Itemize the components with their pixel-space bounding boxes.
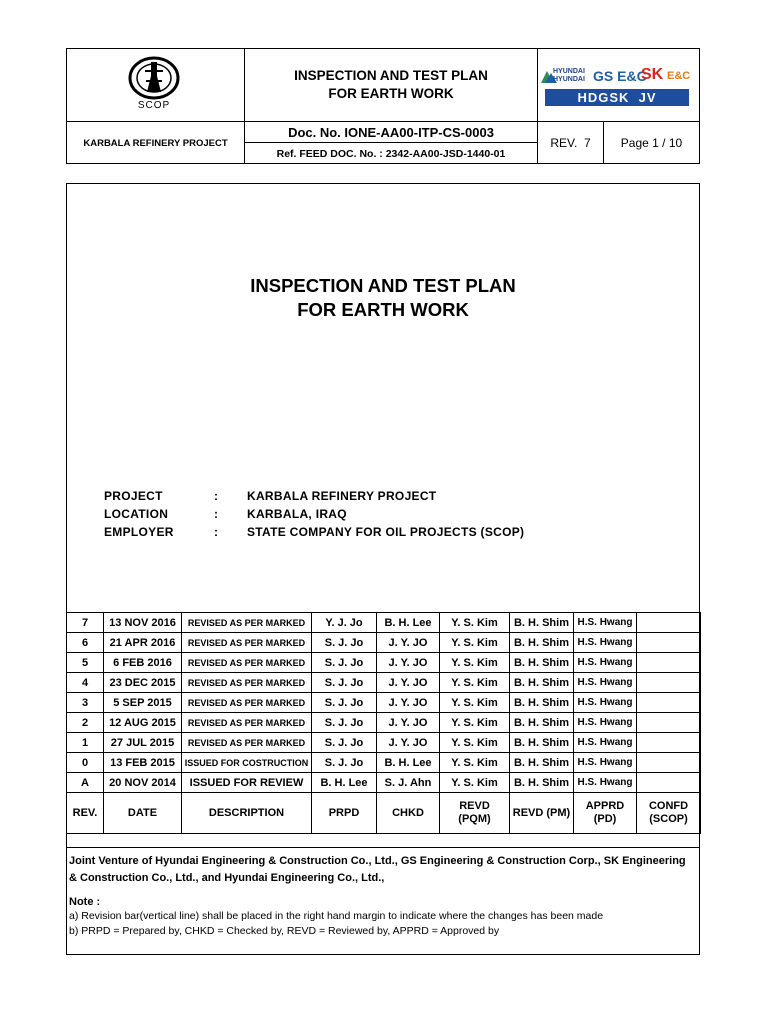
revision-row xyxy=(67,653,701,673)
reviewed-by-pqm-cell: Y. S. Kim xyxy=(440,653,510,673)
info-value: KARBALA REFINERY PROJECT xyxy=(247,489,437,503)
date-cell: 23 DEC 2015 xyxy=(104,673,182,693)
hyundai-logo-1: HYUNDAI xyxy=(553,68,585,75)
ref-feed-doc-number: Ref. FEED DOC. No. : 2342-AA00-JSD-1440-01 xyxy=(276,147,506,160)
header-apprd: APPRD (PD) xyxy=(574,793,637,834)
prepared-by-cell: S. J. Jo xyxy=(312,653,377,673)
description-cell: REVISED AS PER MARKED xyxy=(182,713,312,733)
info-label: PROJECT xyxy=(104,489,163,503)
prepared-by-cell: S. J. Jo xyxy=(312,733,377,753)
info-label: LOCATION xyxy=(104,507,169,521)
reviewed-by-pm-cell: B. H. Shim xyxy=(510,733,574,753)
description-cell: REVISED AS PER MARKED xyxy=(182,633,312,653)
info-sep: : xyxy=(214,525,219,539)
reviewed-by-pm-cell: B. H. Shim xyxy=(510,653,574,673)
rev-cell: 0 xyxy=(67,753,104,773)
reviewed-by-pqm-cell: Y. S. Kim xyxy=(440,613,510,633)
confirmed-by-cell xyxy=(637,713,701,733)
hyundai-logo-2: HYUNDAI xyxy=(553,76,585,83)
footer-divider xyxy=(66,847,700,848)
sk-ec-logo: E&C xyxy=(667,70,691,82)
header-confd: CONFD (SCOP) xyxy=(637,793,701,834)
reviewed-by-pm-cell: B. H. Shim xyxy=(510,693,574,713)
revision-label: REV. 7 xyxy=(550,136,591,150)
header-title-line1: INSPECTION AND TEST PLAN xyxy=(294,68,488,83)
checked-by-cell: J. Y. JO xyxy=(377,673,440,693)
reviewed-by-pm-cell: B. H. Shim xyxy=(510,633,574,653)
revision-row xyxy=(67,773,701,793)
jv-statement: Joint Venture of Hyundai Engineering & Construction Co., Ltd., GS Engineering & Construction Corp., SK Engineering & Construction Co., Ltd., and Hyundai Engineering Co., Ltd., xyxy=(69,855,686,884)
reviewed-by-pqm-cell: Y. S. Kim xyxy=(440,633,510,653)
date-cell: 12 AUG 2015 xyxy=(104,713,182,733)
prepared-by-cell: S. J. Jo xyxy=(312,693,377,713)
confirmed-by-cell xyxy=(637,733,701,753)
confirmed-by-cell xyxy=(637,633,701,653)
approved-by-cell: H.S. Hwang xyxy=(574,713,637,733)
reviewed-by-pqm-cell: Y. S. Kim xyxy=(440,673,510,693)
reviewed-by-pm-cell: B. H. Shim xyxy=(510,673,574,693)
checked-by-cell: S. J. Ahn xyxy=(377,773,440,793)
prepared-by-cell: S. J. Jo xyxy=(312,753,377,773)
sk-logo: SK xyxy=(641,66,664,83)
checked-by-cell: B. H. Lee xyxy=(377,753,440,773)
checked-by-cell: J. Y. JO xyxy=(377,733,440,753)
prepared-by-cell: S. J. Jo xyxy=(312,633,377,653)
confirmed-by-cell xyxy=(637,613,701,633)
header-revd-pqm: REVD (PQM) xyxy=(440,793,510,834)
approved-by-cell: H.S. Hwang xyxy=(574,673,637,693)
rev-cell: 7 xyxy=(67,613,104,633)
date-cell: 5 SEP 2015 xyxy=(104,693,182,713)
rev-cell: 3 xyxy=(67,693,104,713)
reviewed-by-pm-cell: B. H. Shim xyxy=(510,753,574,773)
approved-by-cell: H.S. Hwang xyxy=(574,733,637,753)
approved-by-cell: H.S. Hwang xyxy=(574,753,637,773)
description-cell: REVISED AS PER MARKED xyxy=(182,693,312,713)
reviewed-by-pqm-cell: Y. S. Kim xyxy=(440,693,510,713)
info-value: STATE COMPANY FOR OIL PROJECTS (SCOP) xyxy=(247,525,525,539)
reviewed-by-pqm-cell: Y. S. Kim xyxy=(440,773,510,793)
approved-by-cell: H.S. Hwang xyxy=(574,633,637,653)
scop-logo-text: SCOP xyxy=(137,100,171,111)
revision-table-header xyxy=(67,793,701,834)
revision-row xyxy=(67,713,701,733)
cover-title-line1: INSPECTION AND TEST PLAN xyxy=(250,275,516,296)
doc-number: Doc. No. IONE-AA00-ITP-CS-0003 xyxy=(288,124,494,140)
description-cell: ISSUED FOR COSTRUCTION xyxy=(182,753,312,773)
confirmed-by-cell xyxy=(637,673,701,693)
date-cell: 13 NOV 2016 xyxy=(104,613,182,633)
header-chkd: CHKD xyxy=(377,793,440,834)
rev-cell: 2 xyxy=(67,713,104,733)
header-date: DATE xyxy=(104,793,182,834)
info-value: KARBALA, IRAQ xyxy=(247,507,347,521)
rev-cell: 5 xyxy=(67,653,104,673)
confirmed-by-cell xyxy=(637,653,701,673)
description-cell: REVISED AS PER MARKED xyxy=(182,653,312,673)
prepared-by-cell: S. J. Jo xyxy=(312,673,377,693)
revision-table xyxy=(66,612,701,834)
header-description: DESCRIPTION xyxy=(182,793,312,834)
approved-by-cell: H.S. Hwang xyxy=(574,773,637,793)
date-cell: 6 FEB 2016 xyxy=(104,653,182,673)
description-cell: ISSUED FOR REVIEW xyxy=(182,773,312,793)
prepared-by-cell: Y. J. Jo xyxy=(312,613,377,633)
info-sep: : xyxy=(214,507,219,521)
approved-by-cell: H.S. Hwang xyxy=(574,693,637,713)
revision-row xyxy=(67,753,701,773)
description-cell: REVISED AS PER MARKED xyxy=(182,733,312,753)
date-cell: 21 APR 2016 xyxy=(104,633,182,653)
project-name-cell: KARBALA REFINERY PROJECT xyxy=(83,137,228,149)
revision-row xyxy=(67,613,701,633)
jv-name-badge: HDGSK JV xyxy=(545,89,689,106)
checked-by-cell: J. Y. JO xyxy=(377,693,440,713)
rev-cell: 1 xyxy=(67,733,104,753)
document-header xyxy=(66,48,700,164)
confirmed-by-cell xyxy=(637,753,701,773)
confirmed-by-cell xyxy=(637,773,701,793)
approved-by-cell: H.S. Hwang xyxy=(574,653,637,673)
revision-row xyxy=(67,673,701,693)
rev-cell: 6 xyxy=(67,633,104,653)
revision-row xyxy=(67,693,701,713)
page-number: Page 1 / 10 xyxy=(620,136,683,150)
note-b: b) PRPD = Prepared by, CHKD = Checked by, REVD = Reviewed by, APPRD = Approved by xyxy=(69,925,500,937)
rev-cell: 4 xyxy=(67,673,104,693)
description-cell: REVISED AS PER MARKED xyxy=(182,673,312,693)
reviewed-by-pm-cell: B. H. Shim xyxy=(510,713,574,733)
revision-row xyxy=(67,733,701,753)
rev-cell: A xyxy=(67,773,104,793)
date-cell: 27 JUL 2015 xyxy=(104,733,182,753)
confirmed-by-cell xyxy=(637,693,701,713)
reviewed-by-pqm-cell: Y. S. Kim xyxy=(440,733,510,753)
note-title: Note : xyxy=(69,896,101,908)
info-label: EMPLOYER xyxy=(104,525,174,539)
gs-ec-logo: GS E&C xyxy=(593,68,647,84)
reviewed-by-pqm-cell: Y. S. Kim xyxy=(440,713,510,733)
reviewed-by-pm-cell: B. H. Shim xyxy=(510,613,574,633)
checked-by-cell: J. Y. JO xyxy=(377,653,440,673)
date-cell: 13 FEB 2015 xyxy=(104,753,182,773)
date-cell: 20 NOV 2014 xyxy=(104,773,182,793)
reviewed-by-pm-cell: B. H. Shim xyxy=(510,773,574,793)
note-a: a) Revision bar(vertical line) shall be placed in the right hand margin to indicate where the changes has been made xyxy=(69,910,604,922)
checked-by-cell: B. H. Lee xyxy=(377,613,440,633)
description-cell: REVISED AS PER MARKED xyxy=(182,613,312,633)
reviewed-by-pqm-cell: Y. S. Kim xyxy=(440,753,510,773)
checked-by-cell: J. Y. JO xyxy=(377,633,440,653)
header-revd-pm: REVD (PM) xyxy=(510,793,574,834)
cover-title-line2: FOR EARTH WORK xyxy=(297,299,469,320)
partner-logos xyxy=(541,65,695,105)
header-prpd: PRPD xyxy=(312,793,377,834)
revision-row xyxy=(67,633,701,653)
header-title-line2: FOR EARTH WORK xyxy=(328,86,454,101)
header-rev: REV. xyxy=(67,793,104,834)
approved-by-cell: H.S. Hwang xyxy=(574,613,637,633)
prepared-by-cell: S. J. Jo xyxy=(312,713,377,733)
info-sep: : xyxy=(214,489,219,503)
checked-by-cell: J. Y. JO xyxy=(377,713,440,733)
prepared-by-cell: B. H. Lee xyxy=(312,773,377,793)
